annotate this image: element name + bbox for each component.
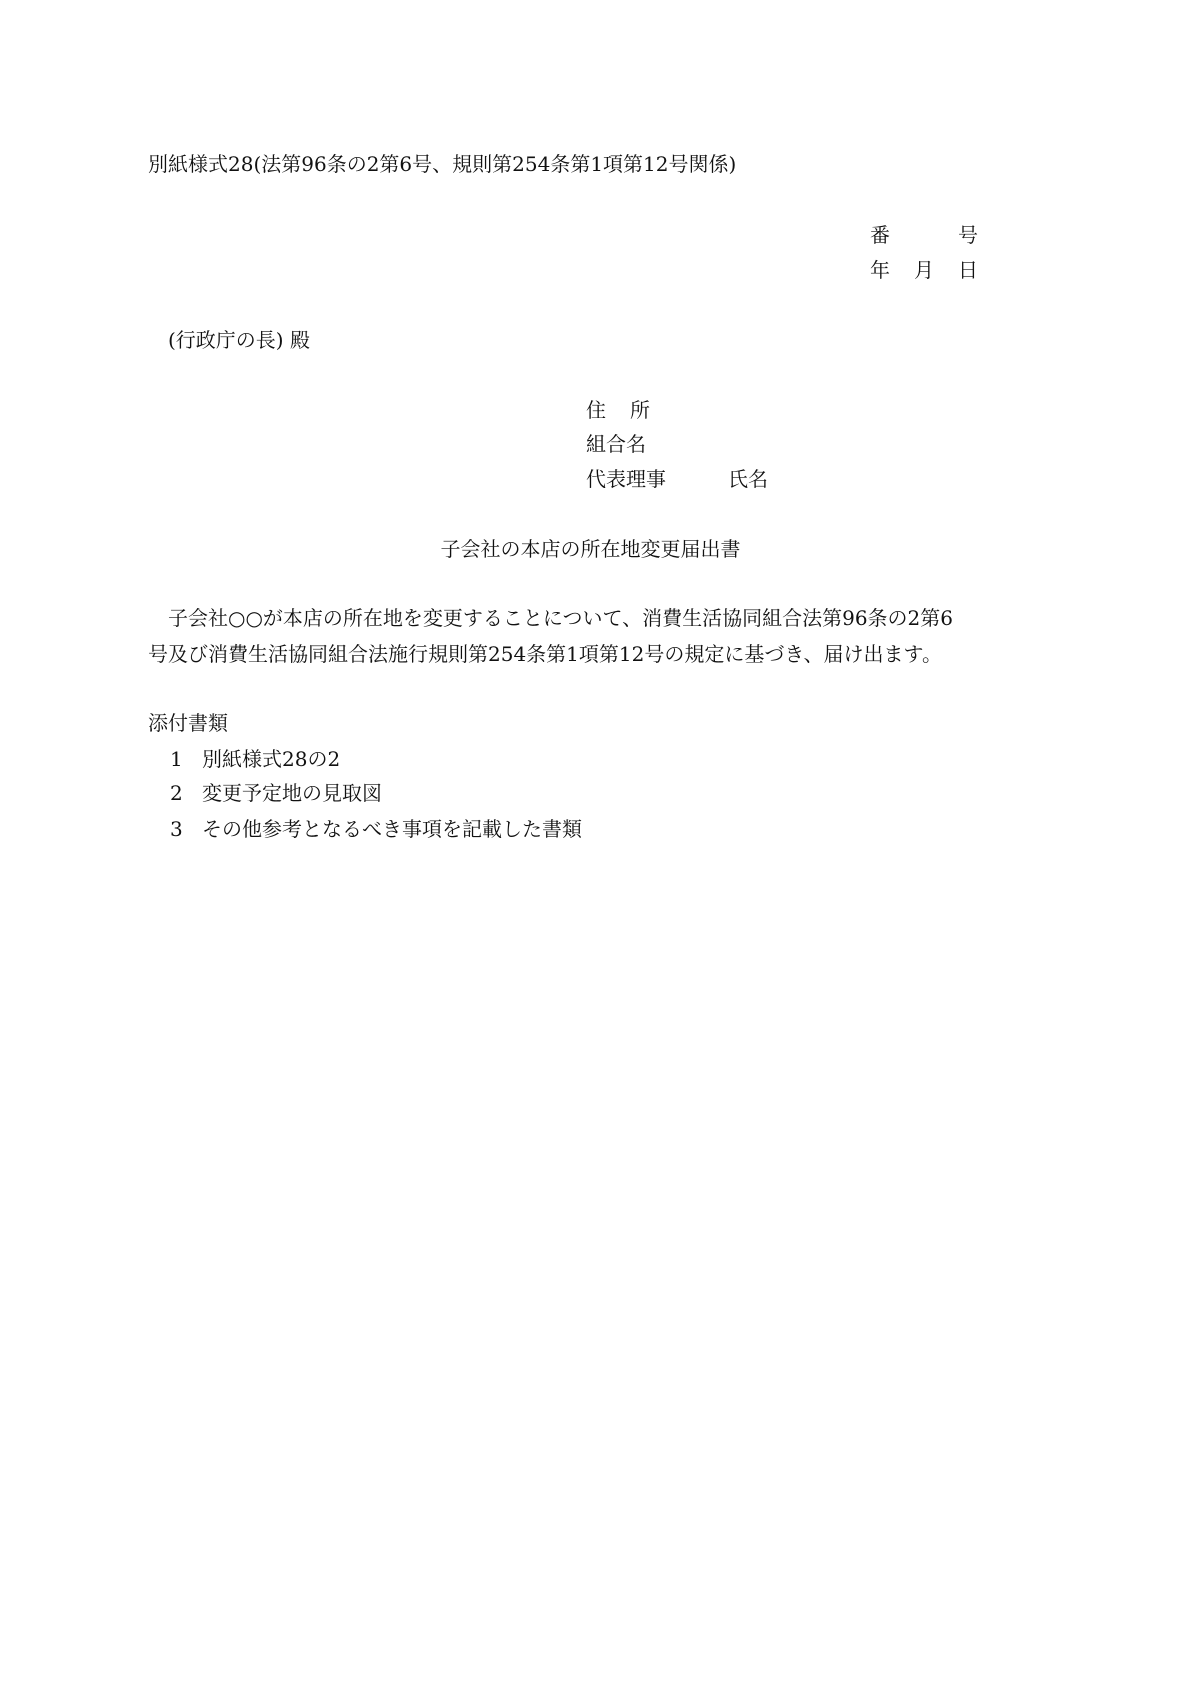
attachment-number: 1 — [170, 747, 183, 771]
attachments-heading: 添付書類 — [148, 711, 228, 735]
attachment-number: 3 — [170, 817, 183, 841]
day-label: 日 — [958, 258, 978, 282]
year-label: 年 — [870, 258, 890, 282]
number-suffix: 号 — [958, 223, 978, 247]
attachment-text: その他参考となるべき事項を記載した書類 — [202, 817, 582, 841]
month-label: 月 — [914, 258, 934, 282]
address-label-1: 住 — [586, 398, 606, 422]
form-label: 別紙様式28(法第96条の2第6号、規則第254条第1項第12号関係) — [148, 152, 737, 176]
document-number-line — [870, 225, 978, 245]
attachment-text: 変更予定地の見取図 — [202, 781, 382, 805]
document-title: 子会社の本店の所在地変更届出書 — [440, 537, 741, 561]
name-label: 氏名 — [728, 467, 768, 491]
addressee: (行政庁の長) 殿 — [168, 328, 310, 352]
sender-address-line — [586, 400, 650, 420]
date-line — [870, 260, 978, 280]
number-label: 番 — [870, 223, 890, 247]
attachment-item — [170, 749, 340, 769]
body-text-line-1: 子会社○○が本店の所在地を変更することについて、消費生活協同組合法第96条の2第6 — [168, 606, 954, 630]
representative-line — [586, 469, 768, 489]
attachment-text: 別紙様式28の2 — [202, 747, 341, 771]
union-name-label: 組合名 — [586, 432, 646, 456]
attachment-item — [170, 819, 582, 839]
body-text-line-2: 号及び消費生活協同組合法施行規則第254条第1項第12号の規定に基づき、届け出ます。 — [148, 642, 942, 666]
attachment-item — [170, 783, 382, 803]
representative-label: 代表理事 — [586, 467, 666, 491]
attachment-number: 2 — [170, 781, 183, 805]
address-label-2: 所 — [630, 398, 650, 422]
